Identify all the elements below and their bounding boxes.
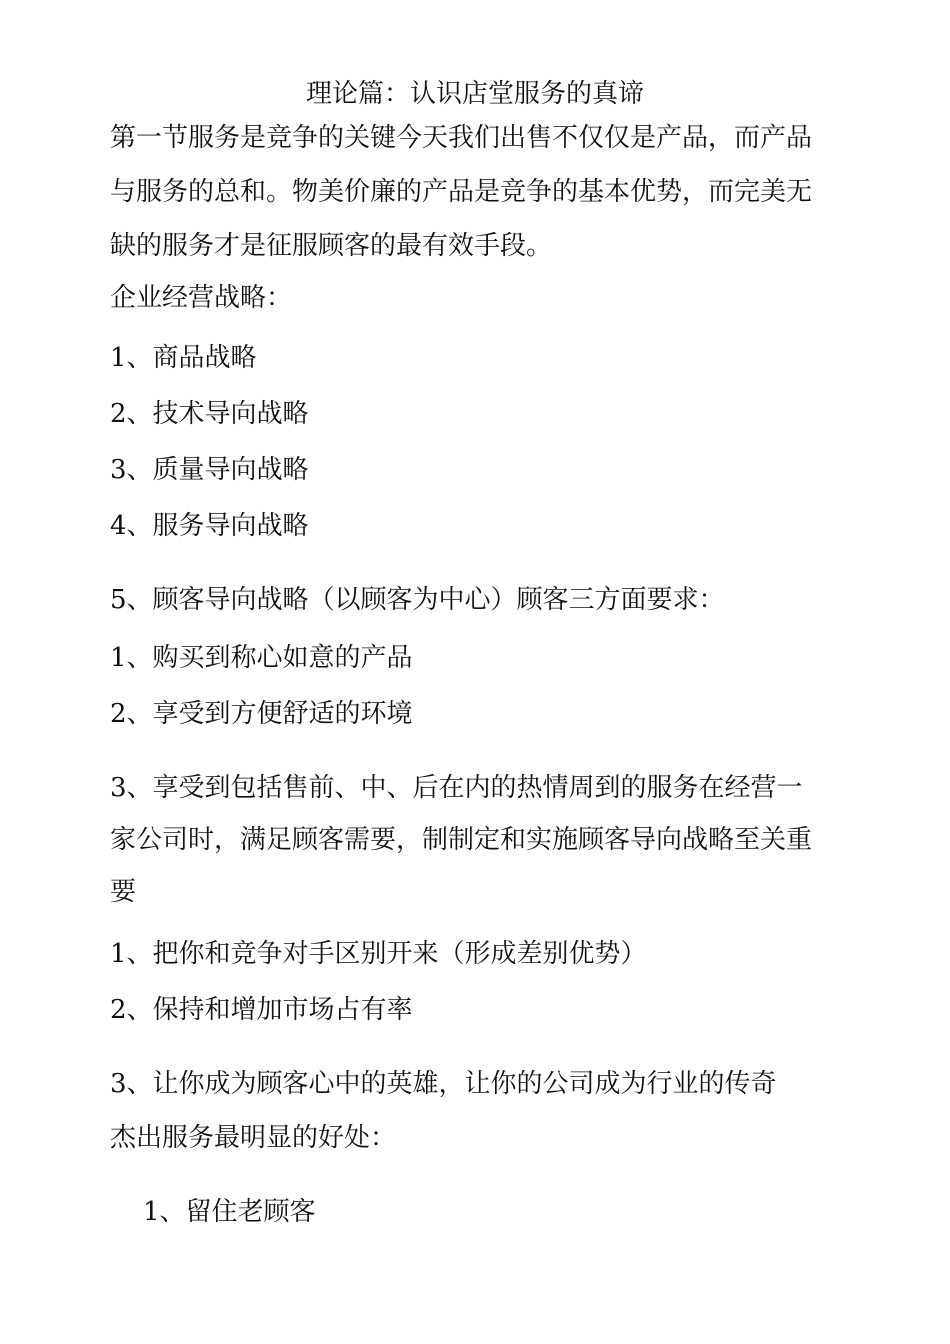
requirement-item: 1、购买到称心如意的产品: [110, 643, 413, 673]
strategy-item: 4、服务导向战略: [110, 511, 309, 541]
requirement-item: 2、享受到方便舒适的环境: [110, 699, 413, 729]
outstanding-item: 1、留住老顾客: [143, 1197, 316, 1227]
strategy-heading: 企业经营战略：: [110, 283, 293, 313]
requirement-3-line-1: 3、享受到包括售前、中、后在内的热情周到的服务在经营一: [110, 773, 803, 803]
benefit-item: 2、保持和增加市场占有率: [110, 995, 413, 1025]
requirement-3-line-2: 家公司时，满足顾客需要，制制定和实施顾客导向战略至关重: [110, 825, 813, 855]
requirement-3-line-3: 要: [110, 877, 137, 907]
strategy-item: 5、顾客导向战略（以顾客为中心）顾客三方面要求：: [110, 585, 725, 615]
strategy-item: 2、技术导向战略: [110, 399, 309, 429]
page-title: 理论篇：认识店堂服务的真谛: [305, 79, 644, 109]
intro-line-3: 缺的服务才是征服顾客的最有效手段。: [110, 231, 553, 261]
outstanding-heading: 杰出服务最明显的好处：: [110, 1123, 397, 1153]
strategy-item: 1、商品战略: [110, 343, 257, 373]
strategy-item: 3、质量导向战略: [110, 455, 309, 485]
intro-line-1: 第一节服务是竞争的关键今天我们出售不仅仅是产品，而产品: [110, 123, 813, 153]
benefit-item: 1、把你和竞争对手区别开来（形成差别优势）: [110, 939, 647, 969]
benefit-item: 3、让你成为顾客心中的英雄，让你的公司成为行业的传奇: [110, 1069, 777, 1099]
intro-line-2: 与服务的总和。物美价廉的产品是竞争的基本优势，而完美无: [110, 177, 813, 207]
